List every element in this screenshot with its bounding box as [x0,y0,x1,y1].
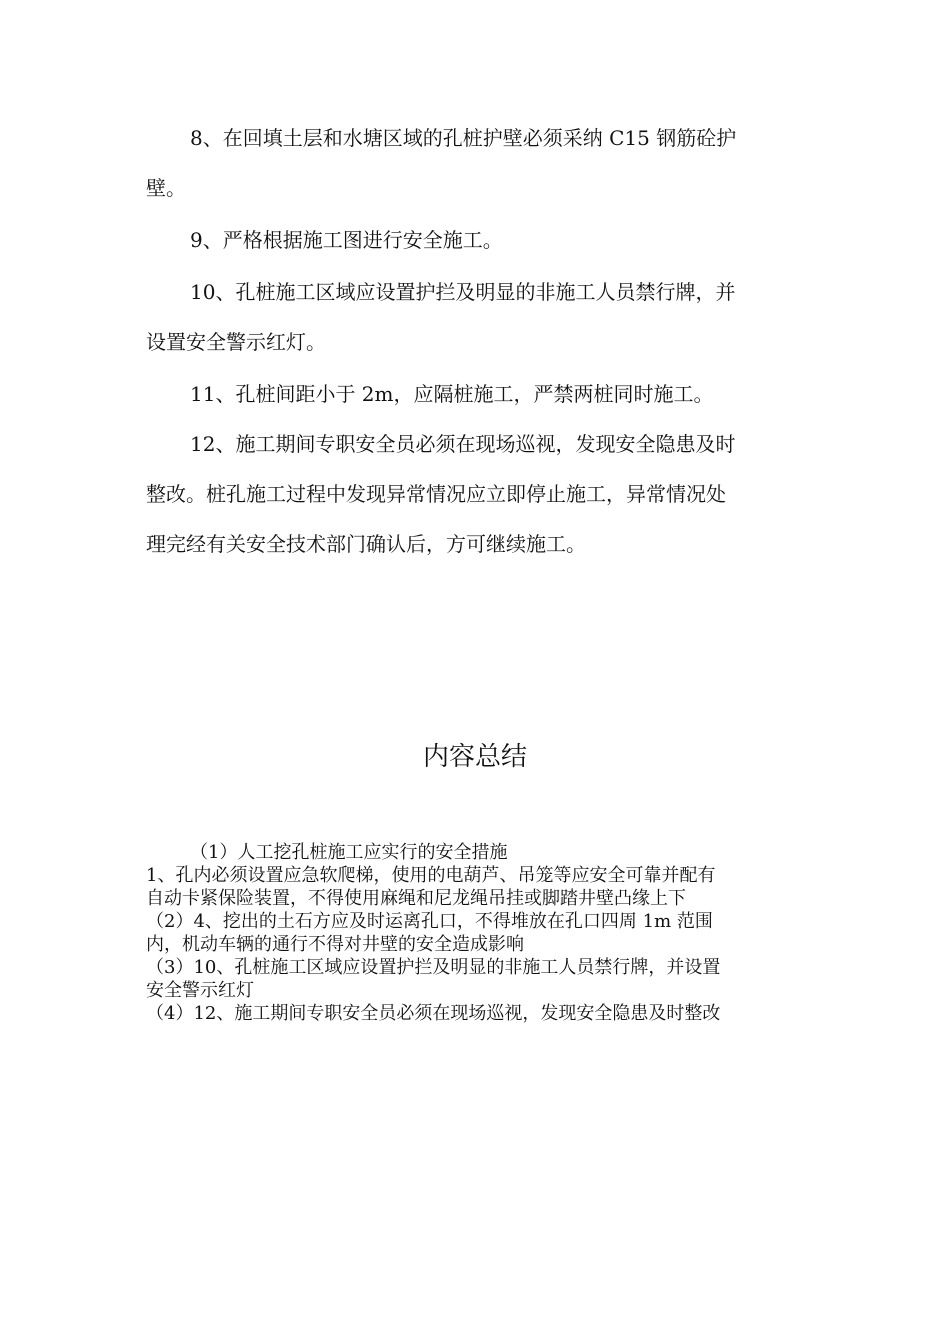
paragraph-10-line-2: 设置安全警示红灯。 [146,330,326,354]
paragraph-12-line-2: 整改。桩孔施工过程中发现异常情况应立即停止施工，异常情况处 [146,482,726,506]
paragraph-11-text: 11、孔桩间距小于 2m，应隔桩施工，严禁两桩同时施工。 [190,382,714,406]
paragraph-8-line-1: 8、在回填土层和水塘区域的孔桩护壁必须采纳 C15 钢筋砼护 [190,126,737,150]
summary-line-2: 1、孔内必须设置应急软爬梯，使用的电葫芦、吊笼等应安全可靠并配有 [146,865,716,886]
summary-line-6: （3）10、孔桩施工区域应设置护拦及明显的非施工人员禁行牌，并设置 [146,957,721,978]
summary-line-8: （4）12、施工期间专职安全员必须在现场巡视，发现安全隐患及时整改 [146,1003,721,1024]
paragraph-12-line-1: 12、施工期间专职安全员必须在现场巡视，发现安全隐患及时 [190,432,736,456]
paragraph-10-line-1: 10、孔桩施工区域应设置护拦及明显的非施工人员禁行牌，并 [190,280,736,304]
paragraph-10 [146,267,802,367]
summary-line-7: 安全警示红灯 [146,980,254,1001]
paragraph-8-line-2: 壁。 [146,176,186,200]
summary-block [146,841,806,1025]
summary-title: 内容总结 [422,742,527,772]
paragraph-11 [146,369,802,419]
paragraph-9-text: 9、严格根据施工图进行安全施工。 [190,228,503,252]
summary-line-5: 内，机动车辆的通行不得对井壁的安全造成影响 [146,934,524,955]
paragraph-12 [146,419,802,569]
summary-line-1: （1）人工挖孔桩施工应实行的安全措施 [190,842,508,863]
paragraph-8 [146,113,802,213]
summary-line-4: （2）4、挖出的土石方应及时运离孔口，不得堆放在孔口四周 1m 范围 [146,911,713,932]
paragraph-9 [146,215,802,265]
paragraph-12-line-3: 理完经有关安全技术部门确认后，方可继续施工。 [146,532,586,556]
summary-line-3: 自动卡紧保险装置，不得使用麻绳和尼龙绳吊挂或脚踏井壁凸缘上下 [146,888,686,909]
